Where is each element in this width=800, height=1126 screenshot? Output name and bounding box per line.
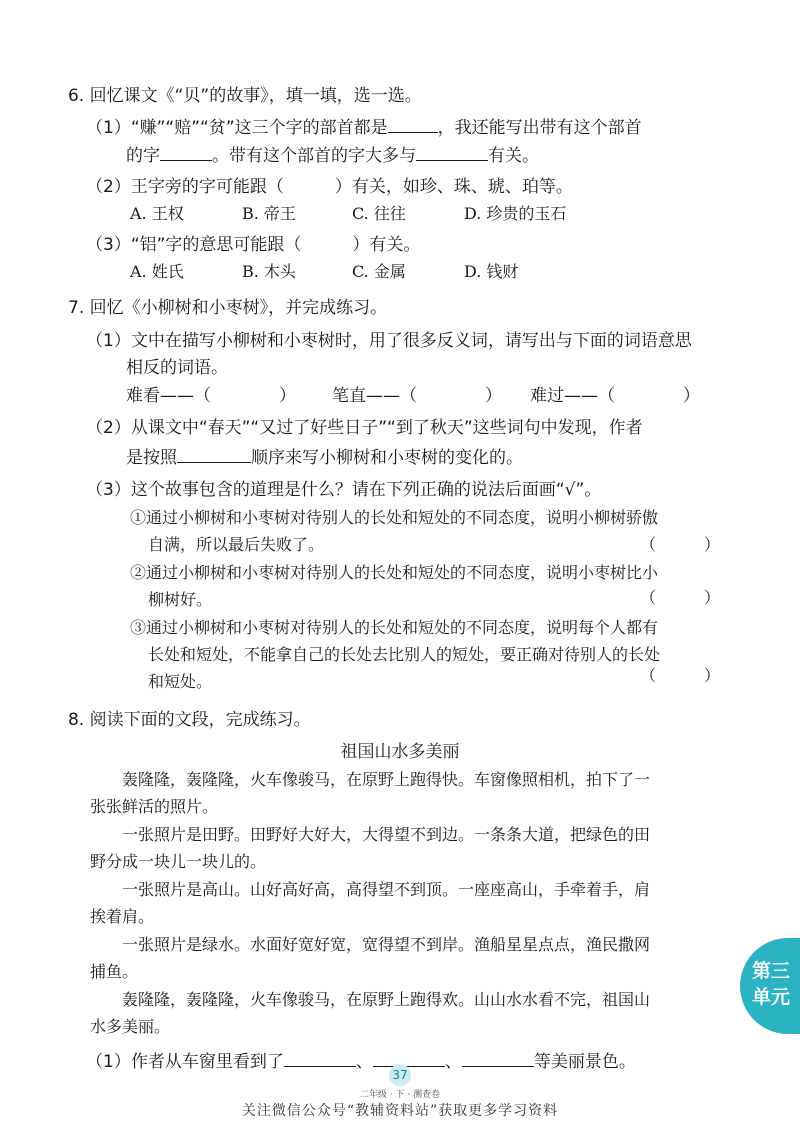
q7-antonym-2[interactable]: 笔直——（ ） (332, 386, 502, 406)
q7-option1-line1: ①通过小柳树和小枣树对待别人的长处和短处的不同态度，说明小柳树骄傲 (130, 508, 659, 527)
q7-option3-line2: 长处和短处，不能拿自己的长处去比别人的短处，要正确对待别人的长处 (148, 645, 661, 664)
q6-p2-option-a[interactable]: A. 王权 (130, 204, 184, 223)
passage-line: 轰隆隆，轰隆隆，火车像骏马，在原野上跑得欢。山山水水看不完，祖国山 (90, 990, 651, 1009)
unit-tab-line2: 单元 (752, 986, 791, 1008)
q8-part1: （1）作者从车窗里看到了 、 、 等美丽景色。 (86, 1048, 636, 1074)
q6-radical-blank[interactable] (388, 114, 438, 133)
q7-title: 7. 回忆《小柳树和小枣树》，并完成练习。 (68, 298, 388, 318)
passage-title: 祖国山水多美丽 (340, 742, 460, 762)
q8-title: 8. 阅读下面的文段，完成练习。 (68, 710, 311, 730)
passage-line: 轰隆隆，轰隆隆，火车像骏马，在原野上跑得快。车窗像照相机，拍下了一 (90, 770, 651, 789)
q7-part1-line2: 相反的词语。 (126, 358, 228, 378)
q7-option2-answer[interactable]: （ ） (640, 588, 721, 607)
q7-part3: （3）这个故事包含的道理是什么？请在下列正确的说法后面画“√”。 (86, 480, 602, 500)
q7-option3-answer[interactable]: （ ） (640, 666, 721, 685)
q6-meaning-blank[interactable] (416, 142, 488, 161)
passage-line: 一张照片是高山。山好高好高，高得望不到顶。一座座高山，手牵着手，肩 (90, 880, 651, 899)
q7-part2-line2: 是按照 顺序来写小柳树和小枣树的变化的。 (126, 444, 523, 470)
q6-title: 6. 回忆课文《“贝”的故事》，填一填，选一选。 (68, 86, 422, 106)
passage-line: 挨着肩。 (90, 907, 155, 926)
q7-option3-line1: ③通过小柳树和小枣树对待别人的长处和短处的不同态度，说明每个人都有 (130, 618, 659, 637)
unit-tab-line1: 第三 (752, 960, 791, 982)
q6-p3-option-b[interactable]: B. 木头 (242, 262, 296, 281)
q7-option1-answer[interactable]: （ ） (640, 535, 721, 554)
passage-line: 水多美丽。 (90, 1017, 171, 1036)
page-number: 37 (389, 1064, 411, 1086)
q8-scene-blank-3[interactable] (462, 1048, 534, 1067)
q6-p2-option-d[interactable]: D. 珍贵的玉石 (464, 204, 567, 223)
passage-line: 捕鱼。 (90, 962, 139, 981)
passage-line: 一张照片是田野。田野好大好大，大得望不到边。一条条大道，把绿色的田 (90, 825, 651, 844)
q7-option3-line3: 和短处。 (148, 672, 213, 691)
q7-option2-line1: ②通过小柳树和小枣树对待别人的长处和短处的不同态度，说明小枣树比小 (130, 563, 659, 582)
q7-antonym-1[interactable]: 难看——（ ） (126, 386, 296, 406)
q6-char-blank[interactable] (160, 142, 212, 161)
q6-p3-option-d[interactable]: D. 钱财 (464, 262, 519, 281)
q7-part2-line1: （2）从课文中“春天”“又过了好些日子”“到了秋天”这些词句中发现，作者 (86, 418, 643, 438)
q6-part1-line2: 的字 。带有这个部首的字大多与 有关。 (126, 142, 539, 168)
q8-scene-blank-2[interactable] (373, 1048, 445, 1067)
q7-antonym-3[interactable]: 难过——（ ） (530, 386, 700, 406)
q6-part1-line1: （1）“赚”“赔”“贫”这三个字的部首都是 ，我还能写出带有这个部首 (86, 114, 642, 140)
q6-p2-option-c[interactable]: C. 往往 (352, 204, 406, 223)
q6-part3: （3）“铝”字的意思可能跟（ ）有关。 (86, 235, 421, 255)
q6-part2: （2）王字旁的字可能跟（ ）有关，如珍、珠、琥、珀等。 (86, 177, 573, 197)
passage-line: 一张照片是绿水。水面好宽好宽，宽得望不到岸。渔船星星点点，渔民撒网 (90, 935, 651, 954)
q7-option1-line2: 自满，所以最后失败了。 (148, 535, 325, 554)
footer-note: 关注微信公众号“教辅资料站”获取更多学习资料 (241, 1103, 559, 1119)
q6-p3-option-a[interactable]: A. 姓氏 (130, 262, 184, 281)
q7-order-blank[interactable] (177, 444, 251, 463)
unit-tab (740, 938, 800, 1034)
grade-label: 二年级 · 下 · 测查卷 (359, 1090, 441, 1100)
q7-option2-line2: 柳树好。 (148, 590, 213, 609)
q7-part1-line1: （1）文中在描写小柳树和小枣树时，用了很多反义词，请写出与下面的词语意思 (86, 331, 692, 351)
passage-line: 张张鲜活的照片。 (90, 797, 219, 816)
q6-p3-option-c[interactable]: C. 金属 (352, 262, 406, 281)
passage-line: 野分成一块儿一块儿的。 (90, 852, 267, 871)
q6-p2-option-b[interactable]: B. 帝王 (242, 204, 296, 223)
q8-scene-blank-1[interactable] (284, 1048, 356, 1067)
